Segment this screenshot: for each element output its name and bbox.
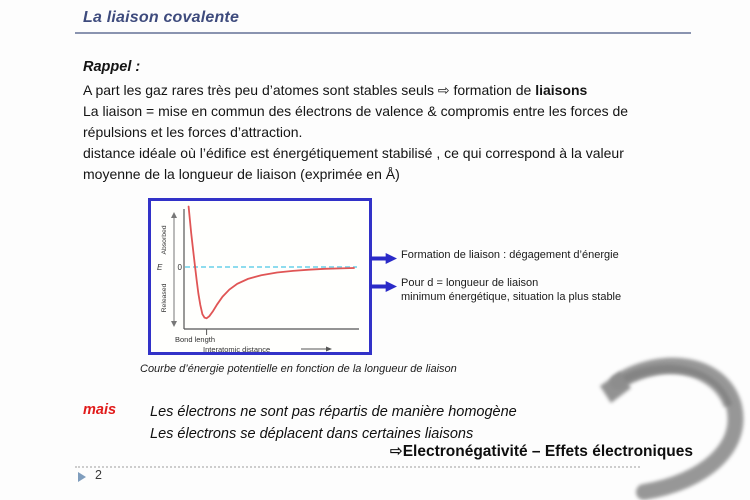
- up-arrowhead-icon: [171, 212, 177, 218]
- right-arrowhead-icon: [326, 347, 332, 352]
- paragraph-line: [83, 80, 628, 101]
- conclusion-text: ⇨Electronégativité – Effets électroniques: [389, 443, 693, 460]
- y-axis-label-E: E: [157, 263, 163, 272]
- paragraph-line: La liaison = mise en commun des électrons de valence & compromis entre les forces de: [83, 103, 629, 119]
- zero-tick-label: 0: [177, 263, 182, 272]
- callout-line: minimum énergétique, situation la plus stable: [401, 291, 622, 303]
- paragraph-text: A part les gaz rares très peu d’atomes sont stables seuls ⇨ formation de: [83, 82, 536, 98]
- rappel-heading: Rappel :: [83, 59, 141, 75]
- potential-energy-curve: [189, 207, 354, 319]
- potential-energy-chart: [148, 198, 372, 355]
- callout-arrow-icon: [370, 253, 397, 264]
- bond-length-label: Bond length: [175, 335, 216, 344]
- chart-caption: Courbe d’énergie potentielle en fonction de la longueur de liaison: [140, 363, 457, 375]
- down-arrowhead-icon: [171, 321, 177, 327]
- chart-svg: [151, 201, 369, 352]
- callout-arrow-icon: [370, 281, 397, 292]
- paragraph-line: répulsions et les forces d’attraction.: [83, 124, 303, 140]
- mais-line: Les électrons se déplacent dans certaines liaisons: [150, 426, 474, 442]
- page-title: La liaison covalente: [83, 9, 240, 26]
- rappel-paragraph: [83, 80, 628, 185]
- decorative-swoosh-graphic: [588, 348, 750, 500]
- page-number: 2: [95, 468, 102, 482]
- title-underline: [75, 32, 691, 34]
- paragraph-bold-word: liaisons: [535, 82, 588, 98]
- mais-paragraph: [150, 401, 517, 445]
- paragraph-line: distance idéale où l’édifice est énergétiquement stabilisé , ce qui correspond à la valeur: [83, 145, 624, 161]
- x-axis-label: Interatomic distance: [203, 345, 271, 352]
- callout-formation: Formation de liaison : dégagement d’énergie: [401, 249, 619, 261]
- callout-bond-length: [401, 276, 621, 304]
- mais-label: mais: [83, 402, 117, 418]
- callout-line: Pour d = longueur de liaison: [401, 277, 539, 289]
- page-marker-triangle-icon: [78, 472, 86, 482]
- mais-line: Les électrons ne sont pas répartis de manière homogène: [150, 404, 517, 420]
- y-region-label-released: Released: [161, 283, 168, 313]
- footer-dotted-divider: [75, 466, 640, 468]
- y-region-label-absorbed: Absorbed: [161, 225, 168, 255]
- paragraph-line: moyenne de la longueur de liaison (exprimée en Å): [83, 166, 400, 182]
